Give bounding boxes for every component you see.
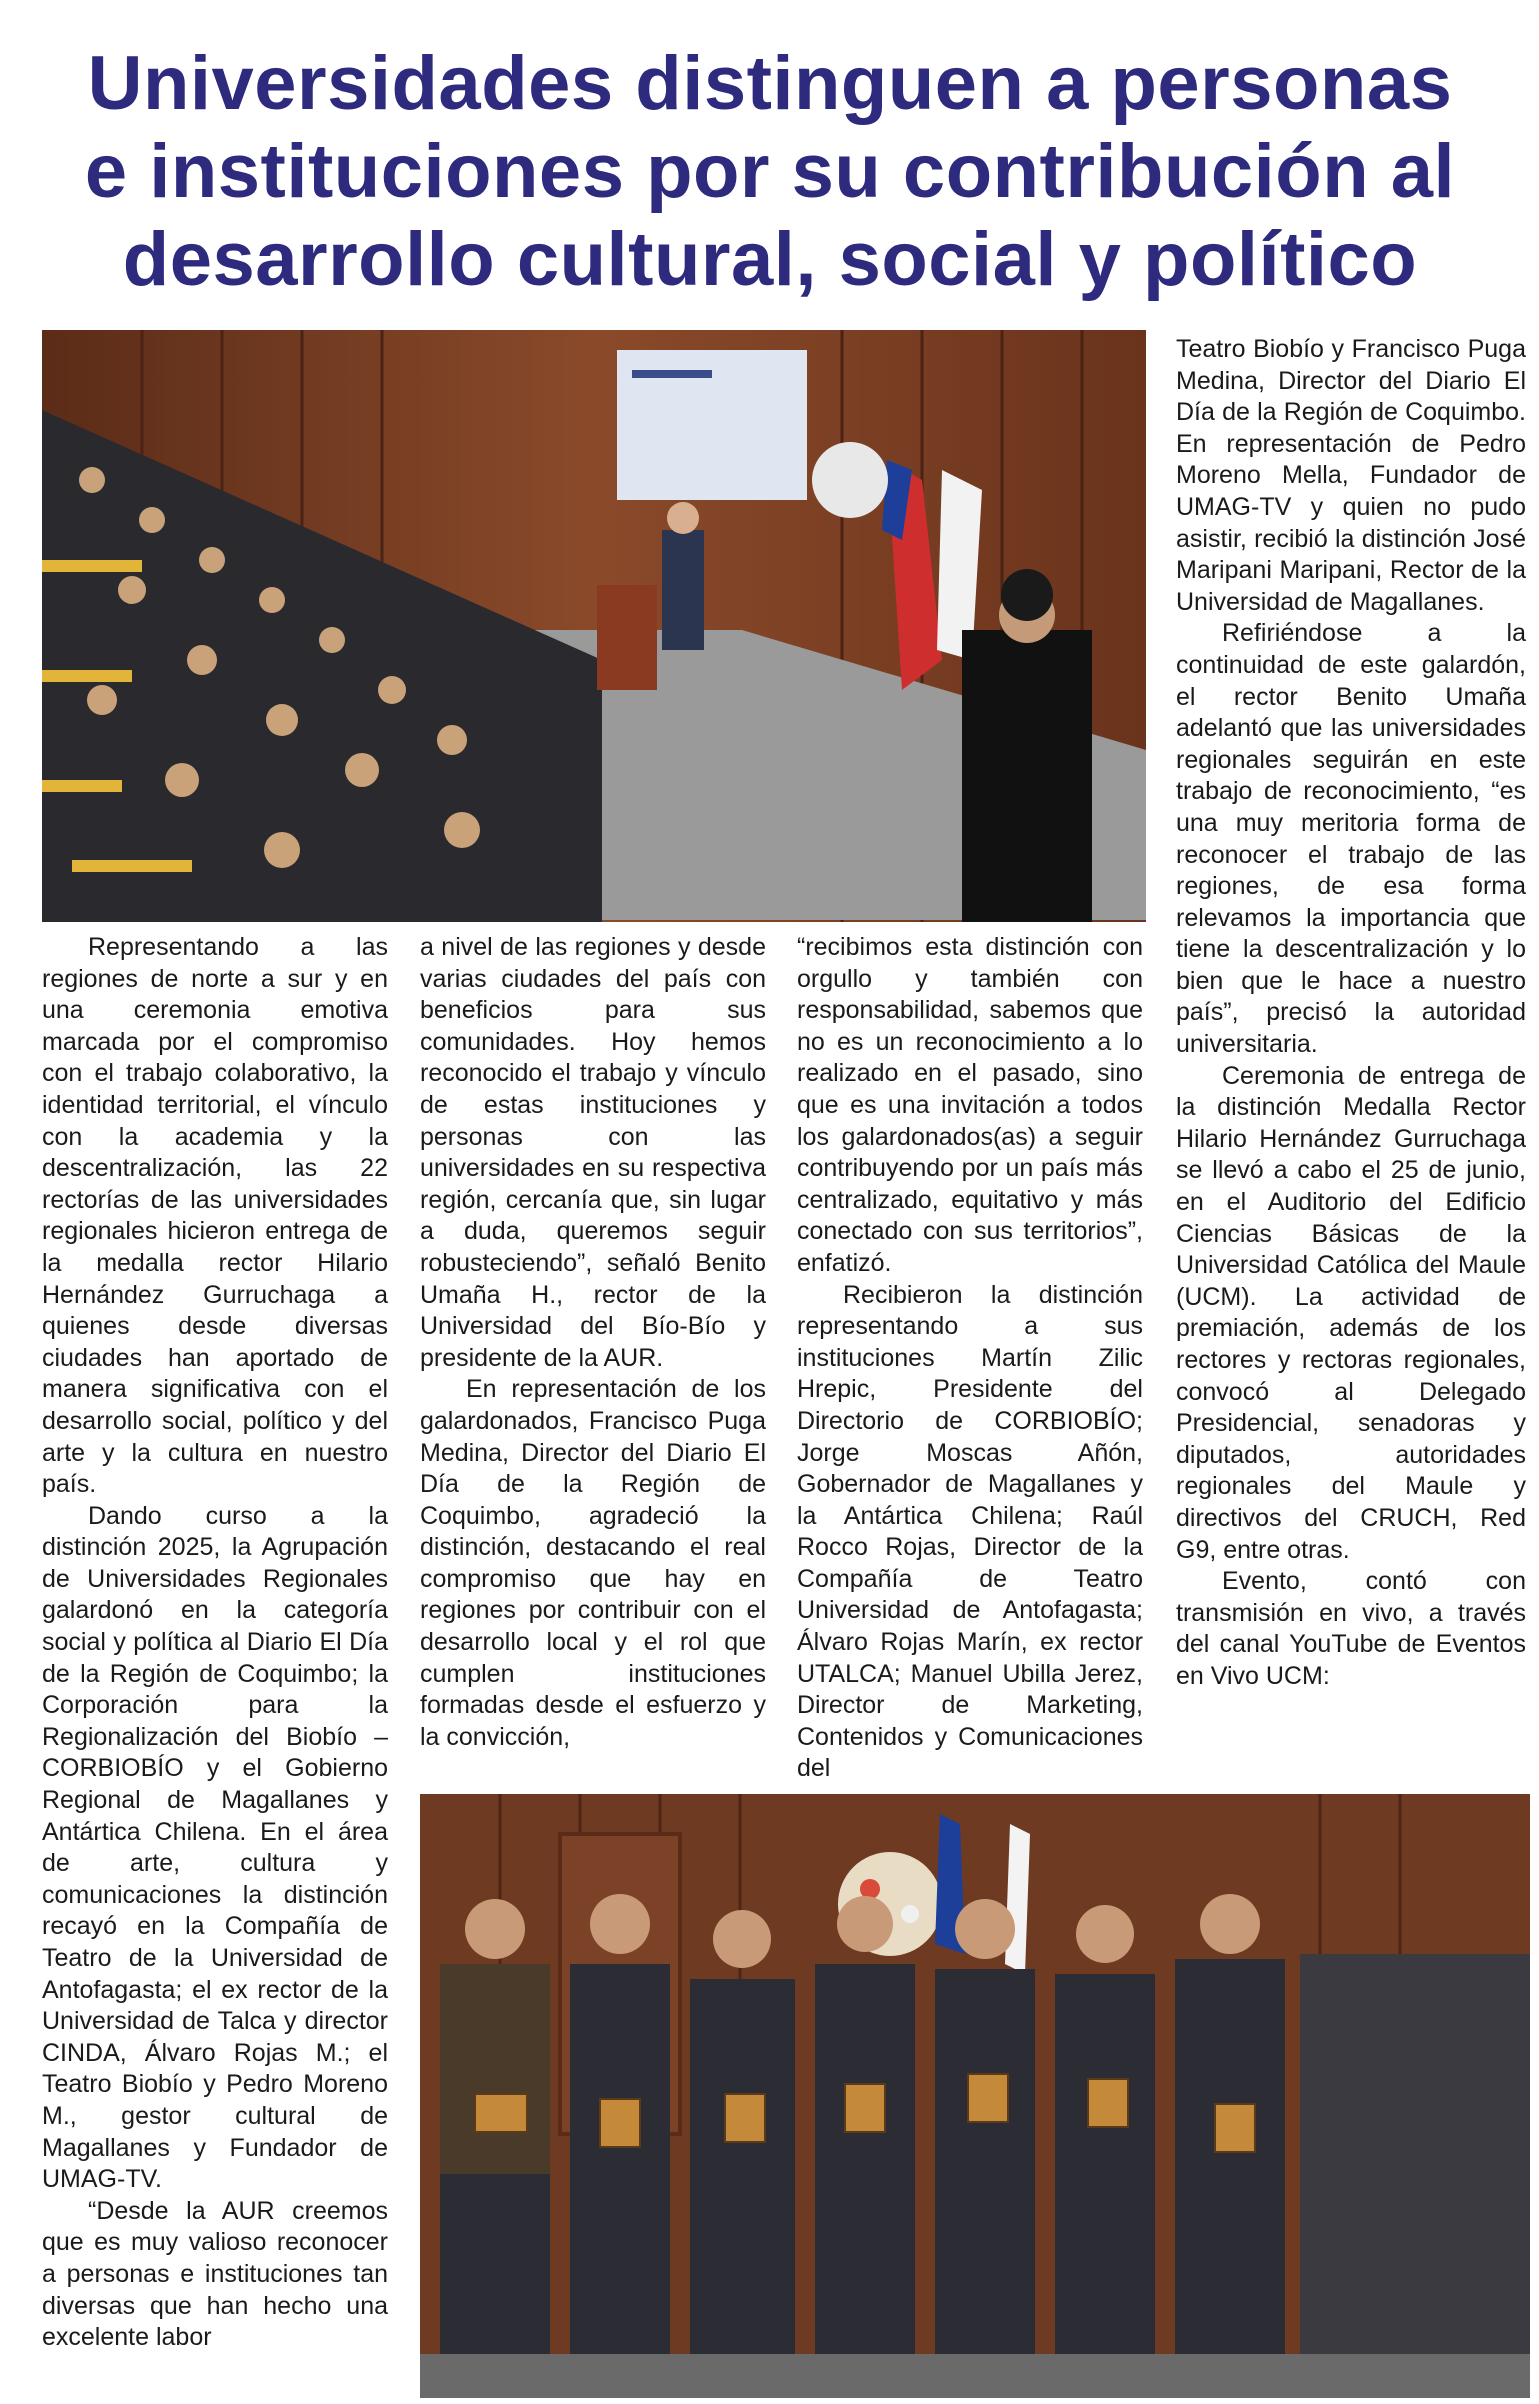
paragraph: Evento, contó con transmisión en vivo, a través del canal YouTube de Eventos en Vivo UCM:	[1176, 1567, 1526, 1690]
headline-line: desarrollo cultural, social y político	[122, 217, 1418, 302]
paragraph: a nivel de las regiones y desde varias ciudades del país con beneficios para sus comunidades. Hoy hemos reconocido el trabajo y vínculo de estas instituciones y personas con las universidades en su respectiva región, cercanía que, sin lugar a duda, queremos seguir robusteciendo”, señaló Benito Umaña H., rector de la Universidad del Bío-Bío y presidente de la AUR.	[420, 933, 766, 1372]
article-column-3	[797, 932, 1143, 1785]
paragraph: Representando a las regiones de norte a sur y en una ceremonia emotiva marcada por el compromiso con el trabajo colaborativo, la identidad territorial, el vínculo con la academia y la descentralización, las 22 rectorías de las universidades regionales hicieron entrega de la medalla rector Hilario Hernández Gurruchaga a quienes desde diversas ciudades han aportado de manera significativa con el desarrollo social, político y del arte y la cultura en nuestro país.	[42, 933, 388, 1499]
paragraph: Recibieron la distinción representando a sus instituciones Martín Zilic Hrepic, Presidente del Directorio de CORBIOBÍO; Jorge Moscas Añón, Gobernador de Magallanes y la Antártica Chilena; Raúl Rocco Rojas, Director de la Compañía de Teatro Universidad de Antofagasta; Álvaro Rojas Marín, ex rector UTALCA; Manuel Ubilla Jerez, Director de Marketing, Contenidos y Comunicaciones del	[797, 1280, 1143, 1783]
headline	[50, 40, 1490, 304]
paragraph: Refiriéndose a la continuidad de este galardón, el rector Benito Umaña adelantó que las universidades regionales seguirán en este trabajo de reconocimiento, “es una muy meritoria forma de reconocer el trabajo de las regiones, de esa forma relevamos la importancia que tiene la descentralización y lo bien que le hace a nuestro país”, precisó la autoridad universitaria.	[1176, 619, 1526, 1059]
paragraph: Teatro Biobío y Francisco Puga Medina, Director del Diario El Día de la Región de Coquimbo. En representación de Pedro Moreno Mella, Fundador de UMAG-TV y quien no pudo asistir, recibió la distinción José Maripani Maripani, Rector de la Universidad de Magallanes.	[1176, 335, 1526, 616]
paragraph: “recibimos esta distinción con orgullo y también con responsabilidad, sabemos que no es un reconocimiento a lo realizado en el pasado, sino que es una invitación a todos los galardonados(as) a seguir contribuyendo por un país más centralizado, equitativo y más conectado con sus territorios”, enfatizó.	[797, 933, 1143, 1277]
award-recipients-photo	[420, 1794, 1530, 2398]
article-column-1	[42, 932, 388, 2354]
paragraph: Dando curso a la distinción 2025, la Agrupación de Universidades Regionales galardonó en la categoría social y política al Diario El Día de la Región de Coquimbo; la Corporación para la Regionalización del Biobío – CORBIOBÍO y el Gobierno Regional de Magallanes y Antártica Chilena. En el área de arte, cultura y comunicaciones la distinción recayó en la Compañía de Teatro de la Universidad de Antofagasta; el ex rector de la Universidad de Talca y director CINDA, Álvaro Rojas M.; el Teatro Biobío y Pedro Moreno M., gestor cultural de Magallanes y Fundador de UMAG-TV.	[42, 1501, 388, 2194]
article-column-4	[1176, 334, 1526, 1693]
headline-line: e instituciones por su contribución al	[84, 129, 1456, 214]
paragraph: Ceremonia de entrega de la distinción Medalla Rector Hilario Hernández Gurruchaga se llevó a cabo el 25 de junio, en el Auditorio del Edificio Ciencias Básicas de la Universidad Católica del Maule (UCM). La actividad de premiación, además de los rectores y rectoras regionales, convocó al Delegado Presidencial, senadoras y diputados, autoridades regionales del Maule y directivos del CRUCH, Red G9, entre otras.	[1176, 1061, 1526, 1564]
auditorium-photo	[42, 330, 1146, 922]
headline-line: Universidades distinguen a personas	[87, 41, 1453, 126]
paragraph: “Desde la AUR creemos que es muy valioso reconocer a personas e instituciones tan diversas que han hecho una excelente labor	[42, 2196, 388, 2352]
article-column-2	[420, 932, 766, 1753]
paragraph: En representación de los galardonados, Francisco Puga Medina, Director del Diario El Día de la Región de Coquimbo, agradeció la distinción, destacando el real compromiso que hay en regiones por contribuir con el desarrollo local y el rol que cumplen instituciones formadas desde el esfuerzo y la convicción,	[420, 1375, 766, 1751]
